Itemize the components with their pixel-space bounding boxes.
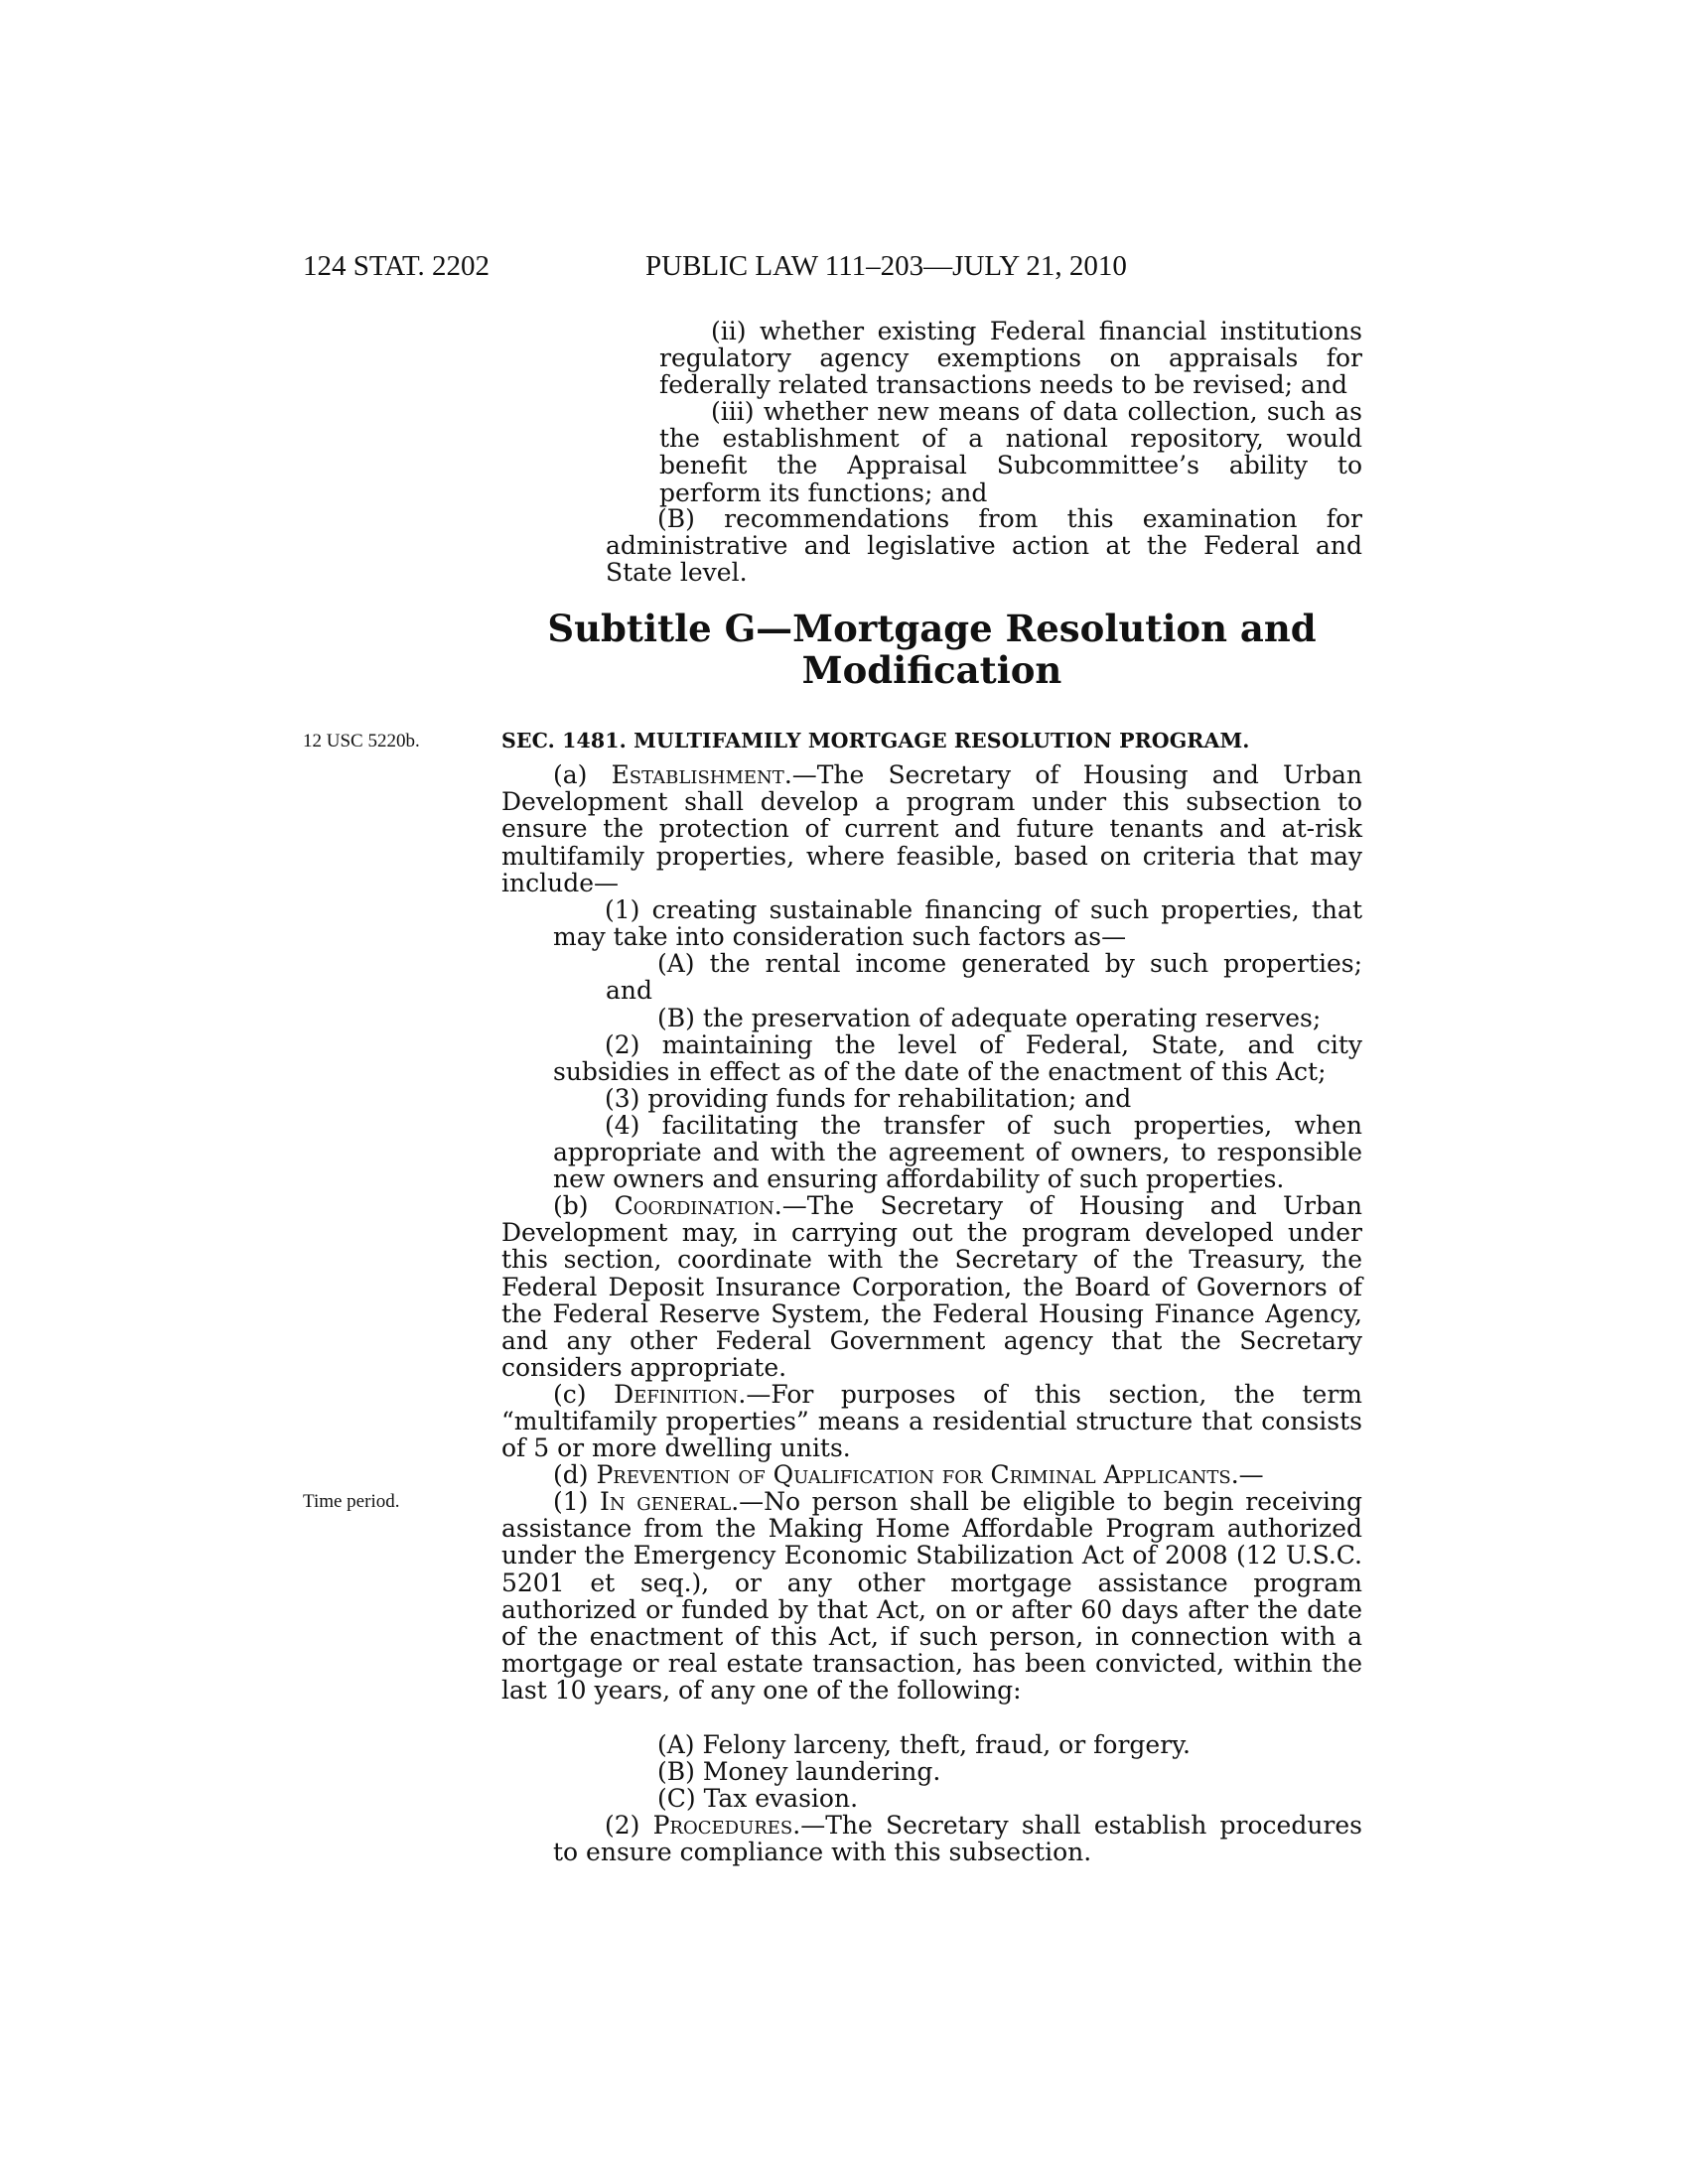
subsection-b: [501, 1192, 1362, 1381]
section-heading: SEC. 1481. MULTIFAMILY MORTGAGE RESOLUTION PROGRAM.: [501, 729, 1250, 752]
subsection-a-text: .—The Secretary of Housing and Urban Development shall develop a program under this subsection to ensure the protection of current and future tenants and at-risk multifamily properties, where feasible, based on criteria that may include—: [501, 760, 1362, 897]
subparagraph-b: [606, 505, 1362, 587]
subsection-c: [501, 1381, 1362, 1462]
paragraph-d1-label: (1): [553, 1487, 601, 1516]
page-number: 124 STAT. 2202: [303, 250, 491, 282]
paragraph-d2-label: (2): [605, 1811, 653, 1840]
paragraph-a2-text: (2) maintaining the level of Federal, State, and city subsidies in effect as of the date of the enactment of this Act;: [553, 1030, 1362, 1087]
paragraph-a3-text: (3) providing funds for rehabilitation; and: [605, 1084, 1132, 1113]
subsection-d: [501, 1461, 1362, 1488]
paragraph-d2: [553, 1812, 1362, 1865]
paragraph-a3: [553, 1085, 1362, 1112]
subsection-d-text: .—: [1230, 1460, 1264, 1489]
subsection-a-title: Establishment: [611, 760, 784, 789]
clause-iii-text: (iii) whether new means of data collection, such as the establishment of a national repository, would benefit the Appraisal Subcommittee’s ability to perform its functions; and: [659, 397, 1362, 507]
subsection-d-title: Prevention of Qualification for Criminal Applicants: [596, 1460, 1231, 1489]
paragraph-d1-C: [606, 1785, 1362, 1812]
subsection-c-label: (c): [553, 1380, 615, 1409]
clause-iii: [659, 398, 1362, 506]
paragraph-a1: [553, 896, 1362, 950]
paragraph-a4: [553, 1112, 1362, 1193]
paragraph-d1-title: In general: [600, 1487, 732, 1516]
paragraph-d2-text: .—The Secretary shall establish procedures to ensure compliance with this subsection.: [553, 1811, 1362, 1867]
paragraph-d1-text: .—No person shall be eligible to begin receiving assistance from the Making Home Affordable Program authorized under the Emergency Economic Stabilization Act of 2008 (12 U.S.C. 5201 et seq.), or any other mortgage assistance program authorized or funded by that Act, on or after 60 days after the date of the enactment of this Act, if such person, in connection with a mortgage or real estate transaction, has been convicted, within the last 10 years, of any one of the following:: [501, 1487, 1362, 1706]
paragraph-a2: [553, 1031, 1362, 1085]
subparagraph-b-text: (B) recommendations from this examination for administrative and legislative action at the Federal and State level.: [606, 504, 1362, 588]
paragraph-a1-A: [606, 950, 1362, 1004]
paragraph-d1-A: [606, 1731, 1362, 1758]
subsection-b-label: (b): [553, 1191, 615, 1220]
clause-ii-text: (ii) whether existing Federal financial institutions regulatory agency exemptions on appraisals for federally related transactions needs to be revised; and: [659, 317, 1362, 400]
paragraph-d1-A-text: (A) Felony larceny, theft, fraud, or forgery.: [657, 1730, 1191, 1759]
subtitle-heading: [501, 608, 1362, 691]
running-head: PUBLIC LAW 111–203—JULY 21, 2010: [645, 250, 1127, 282]
subsection-b-text: .—The Secretary of Housing and Urban Development may, in carrying out the program developed under this section, coordinate with the Secretary of the Treasury, the Federal Deposit Insurance Corporation, the Board of Governors of the Federal Reserve System, the Federal Housing Finance Agency, and any other Federal Government agency that the Secretary considers appropriate.: [501, 1191, 1362, 1383]
subtitle-line-1: Subtitle G—Mortgage Resolution and: [547, 607, 1317, 650]
subsection-b-title: Coordination: [614, 1191, 774, 1220]
subsection-a: [501, 761, 1362, 896]
paragraph-d1-B-text: (B) Money laundering.: [657, 1757, 941, 1786]
paragraph-a1-A-text: (A) the rental income generated by such properties; and: [606, 949, 1362, 1006]
subsection-a-label: (a): [553, 760, 612, 789]
paragraph-a1-B: [606, 1005, 1362, 1031]
subsection-c-title: Definition: [614, 1380, 739, 1409]
subsection-d-label: (d): [553, 1460, 597, 1489]
paragraph-d1-B: [606, 1758, 1362, 1785]
paragraph-a4-text: (4) facilitating the transfer of such properties, when appropriate and with the agreement of owners, to responsible new owners and ensuring affordability of such properties.: [553, 1111, 1362, 1194]
margin-note-usc: 12 USC 5220b.: [303, 731, 420, 751]
clause-ii: [659, 318, 1362, 399]
paragraph-a1-B-text: (B) the preservation of adequate operating reserves;: [657, 1004, 1322, 1032]
paragraph-d1: [501, 1488, 1362, 1705]
paragraph-d1-C-text: (C) Tax evasion.: [657, 1784, 859, 1813]
margin-note-time-period: Time period.: [303, 1491, 400, 1512]
subsection-c-text: .—For purposes of this section, the term “multifamily properties” means a residential structure that consists of 5 or more dwelling units.: [501, 1380, 1362, 1463]
paragraph-a1-text: (1) creating sustainable financing of such properties, that may take into consideration such factors as—: [553, 895, 1362, 952]
paragraph-d2-title: Procedures: [652, 1811, 793, 1840]
subtitle-line-2: Modification: [801, 648, 1062, 692]
